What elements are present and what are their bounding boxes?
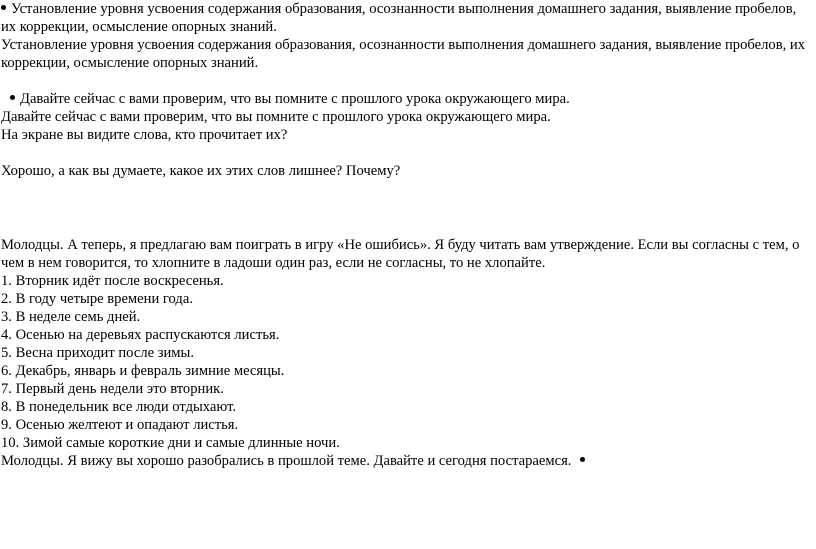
spacer — [1, 180, 811, 236]
goal-bullet-line-2: их коррекции, осмысление опорных знаний. — [1, 19, 277, 35]
statement-item: 1. Вторник идёт после воскресенья. — [1, 273, 224, 289]
check-line-2: На экране вы видите слова, кто прочитает их? — [1, 127, 288, 143]
spacer — [1, 72, 811, 90]
statement-item: 7. Первый день недели это вторник. — [1, 381, 224, 397]
goal-paragraph-line-2: коррекции, осмысление опорных знаний. — [1, 55, 259, 71]
statement-item: 3. В неделе семь дней. — [1, 309, 141, 325]
bullet-item-goal — [1, 0, 811, 18]
check-bullet-text: Давайте сейчас с вами проверим, что вы помните с прошлого урока окружающего мира. — [20, 91, 570, 107]
bullet-icon — [1, 5, 6, 10]
bullet-icon — [580, 457, 585, 462]
goal-bullet-line-1: Установление уровня усвоения содержания образования, осознанности выполнения домашнего задания, выявление пробелов, — [11, 1, 797, 17]
statement-item: 4. Осенью на деревьях распускаются листья. — [1, 327, 280, 343]
game-intro-line-2: чем в нем говорится, то хлопните в ладоши один раз, если не согласны, то не хлопайте. — [1, 255, 546, 271]
game-intro-line-1: Молодцы. А теперь, я предлагаю вам поиграть в игру «Не ошибись». Я буду читать вам утверждение. Если вы согласны с тем, о — [1, 237, 800, 253]
closing-text: Молодцы. Я вижу вы хорошо разобрались в прошлой теме. Давайте и сегодня постараемся. — [1, 453, 572, 469]
statement-item: 5. Весна приходит после зимы. — [1, 345, 194, 361]
statement-item: 2. В году четыре времени года. — [1, 291, 193, 307]
statement-item: 8. В понедельник все люди отдыхают. — [1, 399, 237, 415]
closing-line — [1, 452, 811, 470]
statement-item: 6. Декабрь, январь и февраль зимние месяцы. — [1, 363, 285, 379]
statement-item: 9. Осенью желтеют и опадают листья. — [1, 417, 239, 433]
bullet-item-check — [1, 90, 811, 108]
spacer — [1, 144, 811, 162]
check-line-1: Давайте сейчас с вами проверим, что вы помните с прошлого урока окружающего мира. — [1, 109, 551, 125]
statement-item: 10. Зимой самые короткие дни и самые длинные ночи. — [1, 435, 340, 451]
bullet-icon — [10, 95, 15, 100]
goal-paragraph-line-1: Установление уровня усвоения содержания образования, осознанности выполнения домашнего задания, выявление пробелов, их — [1, 37, 805, 53]
question-line: Хорошо, а как вы думаете, какое их этих слов лишнее? Почему? — [1, 163, 401, 179]
